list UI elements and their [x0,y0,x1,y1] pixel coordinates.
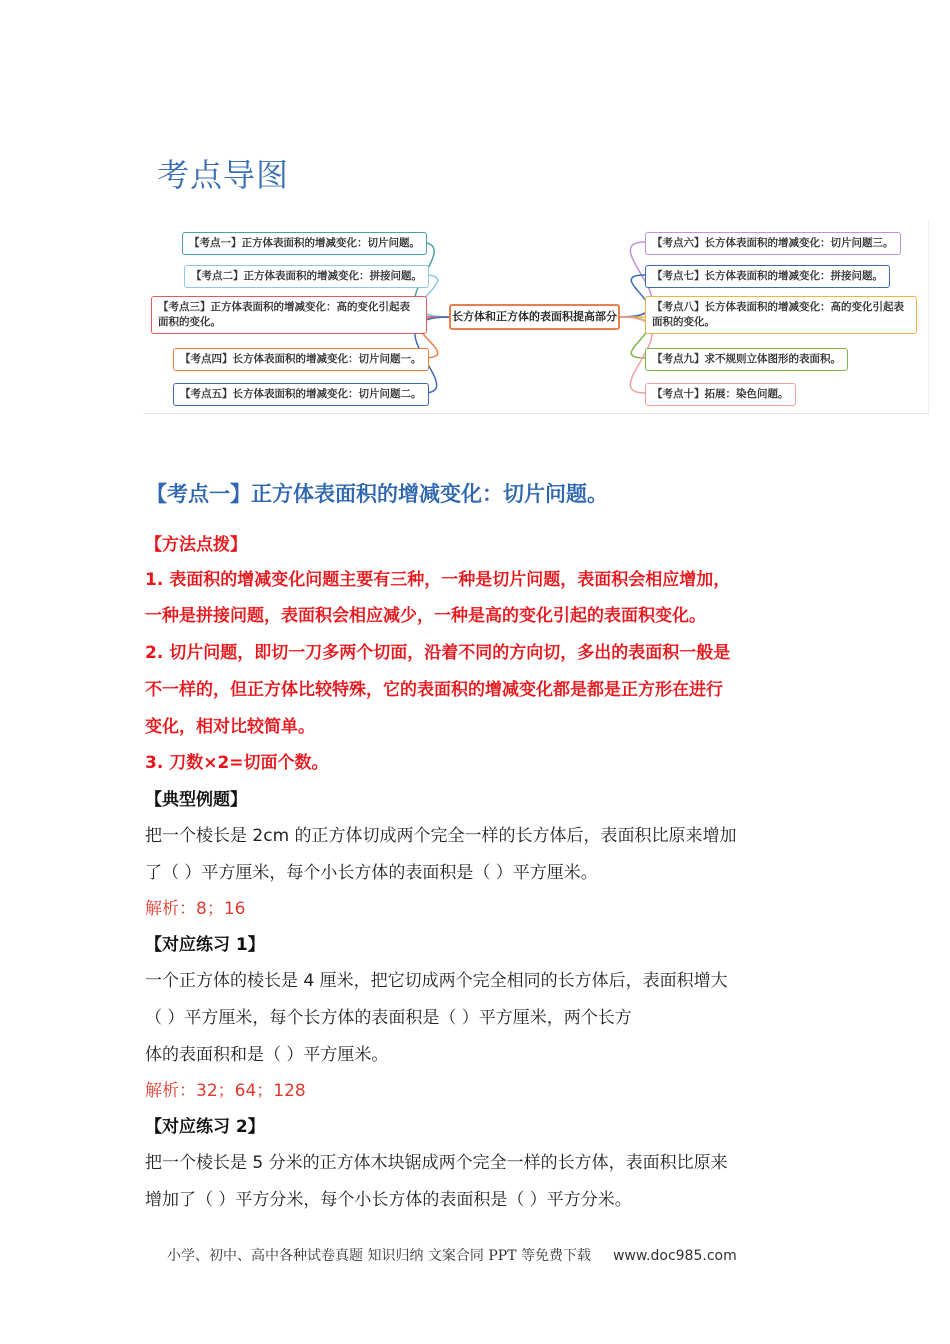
footer-url[interactable]: www.doc985.com [612,1248,737,1264]
example-question-line-1: 把一个棱长是 2cm 的正方体切成两个完全一样的长方体后，表面积比原来增加 [145,826,737,846]
exercise-1-label: 【对应练习 1】 [145,935,265,955]
method-line-2c: 变化，相对比较简单。 [145,717,315,737]
mindmap-node-2: 【考点二】正方体表面积的增减变化：拼接问题。 [184,265,429,288]
method-line-1b: 一种是拼接问题，表面积会相应减少，一种是高的变化引起的表面积变化。 [145,606,706,626]
section-title: 【考点一】正方体表面积的增减变化：切片问题。 [146,482,608,506]
footer-text: 小学、初中、高中各种试卷真题 知识归纳 文案合同 PPT 等免费下载 [167,1248,591,1264]
method-tips-label: 【方法点拨】 [145,535,247,555]
mindmap-node-8: 【考点八】长方体表面积的增减变化：高的变化引起表面积的变化。 [645,296,917,334]
exercise-1-answer: 解析：32；64；128 [145,1081,306,1101]
mindmap-node-5: 【考点五】长方体表面积的增减变化：切片问题二。 [173,383,429,406]
example-answer: 解析：8；16 [145,899,246,919]
example-label: 【典型例题】 [145,790,247,810]
exercise-2-line-2: 增加了（ ）平方分米，每个小长方体的表面积是（ ）平方分米。 [145,1190,632,1210]
exercise-2-line-1: 把一个棱长是 5 分米的正方体木块锯成两个完全一样的长方体，表面积比原来 [145,1153,728,1173]
mindmap-node-4: 【考点四】长方体表面积的增减变化：切片问题一。 [173,348,429,371]
mindmap-node-9: 【考点九】求不规则立体图形的表面积。 [645,348,848,371]
method-line-2a: 2. 切片问题，即切一刀多两个切面，沿着不同的方向切，多出的表面积一般是 [145,643,731,663]
method-line-1a: 1. 表面积的增减变化问题主要有三种，一种是切片问题，表面积会相应增加， [145,570,731,590]
mindmap-node-10: 【考点十】拓展：染色问题。 [645,383,796,406]
mindmap-node-7: 【考点七】长方体表面积的增减变化：拼接问题。 [645,265,890,288]
exercise-1-line-2: （ ）平方厘米，每个长方体的表面积是（ ）平方厘米，两个长方 [145,1008,632,1028]
mind-map [143,220,929,414]
example-question-line-2: 了（ ）平方厘米，每个小长方体的表面积是（ ）平方厘米。 [145,863,598,883]
exercise-1-line-1: 一个正方体的棱长是 4 厘米，把它切成两个完全相同的长方体后，表面积增大 [145,971,728,991]
exercise-1-line-3: 体的表面积和是（ ）平方厘米。 [145,1045,389,1065]
method-line-3: 3. 刀数×2=切面个数。 [145,753,329,773]
page-heading: 考点导图 [157,156,290,194]
page-footer [167,1245,737,1265]
mindmap-node-1: 【考点一】正方体表面积的增减变化：切片问题。 [182,232,427,255]
mindmap-center-node: 长方体和正方体的表面积提高部分 [449,304,620,330]
method-line-2b: 不一样的，但正方体比较特殊，它的表面积的增减变化都是都是正方形在进行 [145,680,723,700]
exercise-2-label: 【对应练习 2】 [145,1117,265,1137]
mindmap-node-6: 【考点六】长方体表面积的增减变化：切片问题三。 [645,232,901,255]
mindmap-node-3: 【考点三】正方体表面积的增减变化：高的变化引起表面积的变化。 [151,296,427,334]
